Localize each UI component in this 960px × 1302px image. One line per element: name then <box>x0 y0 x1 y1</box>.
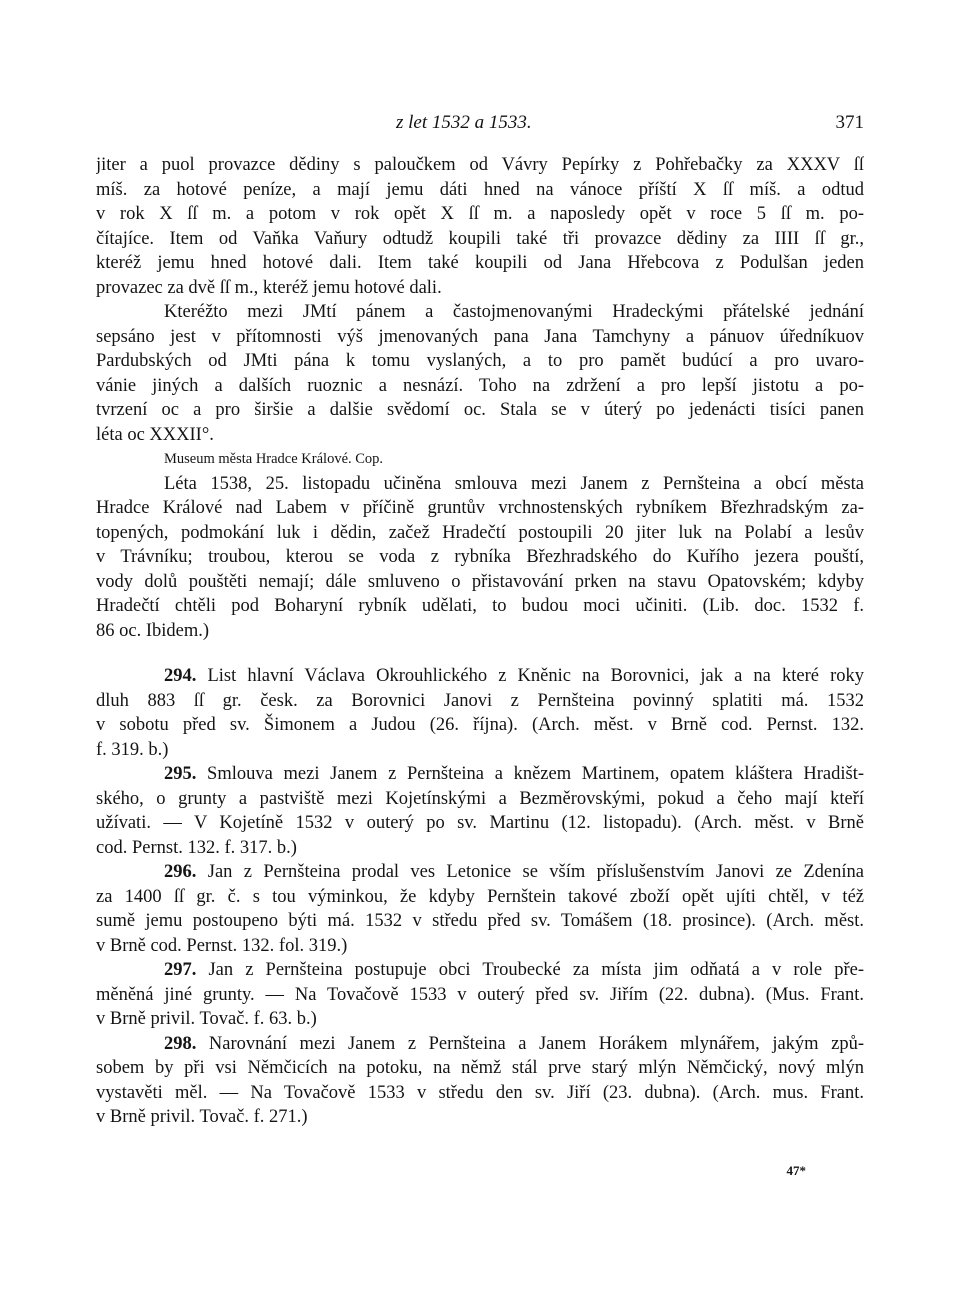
source-note <box>96 447 864 472</box>
page-number: 371 <box>835 112 864 133</box>
running-header <box>96 112 864 138</box>
text-line: Pardubských od JMti pána k tomu vyslaných, a to pro pamět budúcí a pro uvaro- <box>96 351 864 371</box>
text-line <box>96 958 864 983</box>
text-line: kteréž jemu hned hotové dali. Item také koupili od Jana Hřebcova z Podulšan jeden <box>96 253 864 273</box>
text-line: ského, o grunty a pastviště mezi Kojetínskými a Bezměrovskými, pokud a čeho mají kteří <box>96 788 864 809</box>
text-line: sepsáno jest v přítomnosti výš jmenovaných pana Jana Tamchyny a pánuov úředníkuov <box>96 326 864 347</box>
entry-number: 294. <box>164 666 197 686</box>
text-line: vystavěti měl. — Na Tovačově 1533 v středu den sv. Jiří (23. dubna). (Arch. mus. Frant. <box>96 1082 864 1103</box>
text-line: jiter a puol provazce dědiny s paloučkem od Vávry Pepírky z Pohřebačky za XXXV ſſ <box>96 155 864 175</box>
text-line: čítajíce. Item od Vaňka Vaňury odtudž koupili také tři provazce dědiny za IIII ſſ gr., <box>96 228 864 249</box>
source-line: Museum města Hradce Králové. Cop. <box>164 451 384 467</box>
text-line: v Brně privil. Tovač. f. 63. b.) <box>96 1009 317 1029</box>
text-line: cod. Pernst. 132. f. 317. b.) <box>96 837 297 858</box>
entry-number: 295. <box>164 764 197 784</box>
entry-number: 298. <box>164 1033 197 1054</box>
text-line: v Brně privil. Tovač. f. 271.) <box>96 1107 308 1127</box>
text-line: v rok X ſſ m. a potom v rok opět X ſſ m. a naposledy opět v roce 5 ſſ m. po- <box>96 204 864 224</box>
entry-296 <box>96 860 864 958</box>
text-line: v Brně cod. Pernst. 132. fol. 319.) <box>96 935 348 956</box>
text-line: Kteréžto mezi JMtí pánem a častojmenovanými Hradeckými přátelské jednání <box>164 302 864 322</box>
text-line: sumě jemu postoupeno býti má. 1532 v středu před sv. Tomášem (18. prosince). (Arch. měst. <box>96 911 864 931</box>
entry-number: 296. <box>164 862 197 882</box>
paragraph-continuation <box>96 153 864 300</box>
section-gap <box>96 643 864 664</box>
text-line <box>96 1032 864 1057</box>
paragraph-leta <box>96 472 864 644</box>
text-line <box>96 664 864 689</box>
text-line: míš. za hotové peníze, a mají jemu dáti hned na vánoce příští X ſſ míš. a odtud <box>96 179 864 200</box>
signature-mark: 47* <box>786 1163 806 1178</box>
paragraph-kterezto <box>96 300 864 447</box>
text-line: vánie jiných a dalších ruoznic a nesnází. Toho na zdržení a pro lepší jistotu a po- <box>96 375 864 396</box>
text-line: 86 oc. Ibidem.) <box>96 620 210 641</box>
entry-text: Smlouva mezi Janem z Pernšteina a knězem Martinem, opatem kláštera Hradišt- <box>196 764 864 784</box>
text-line: topených, podmokání luk i dědin, začež Hradečtí postoupili 20 jiter luk na Polabí a lesův <box>96 522 864 543</box>
entry-297 <box>96 958 864 1032</box>
text-line: tvrzení oc a pro širšie a dalšie svědomí oc. Stala se v úterý po jedenácti tisíci panen <box>96 400 864 420</box>
text-line: Hradečtí chtěli pod Boharyní rybník udělati, to budou moci učiniti. (Lib. doc. 1532 f. <box>96 596 864 616</box>
entry-text: Narovnání mezi Janem z Pernšteina a Janem Horákem mlynářem, jakým způ- <box>196 1033 864 1054</box>
entry-295 <box>96 762 864 860</box>
entry-text: Jan z Pernšteina prodal ves Letonice se vším příslušenstvím Janovi ze Zdenína <box>196 862 864 882</box>
text-line: léta oc XXXII°. <box>96 424 214 445</box>
text-line: sobem by při vsi Němčicích na potoku, na němž stál prve starý mlýn Němčický, nový mlýn <box>96 1058 864 1078</box>
text-line: v sobotu před sv. Šimonem a Judou (26. října). (Arch. měst. v Brně cod. Pernst. 132. <box>96 715 864 735</box>
text-line: Hradce Králové nad Labem v příčině gruntův vrchnostenských rybníkem Březhradským za- <box>96 498 864 518</box>
text-line <box>96 860 864 885</box>
entry-text: List hlavní Václava Okrouhlického z Kněnic na Borovnici, jak a na které roky <box>196 666 864 686</box>
text-line: provazec za dvě ſſ m., kteréž jemu hotové dali. <box>96 277 442 298</box>
entry-text: Jan z Pernšteina postupuje obci Troubecké za místa jim odňatá a v role pře- <box>196 960 864 980</box>
entry-number: 297. <box>164 960 197 980</box>
entry-298 <box>96 1032 864 1130</box>
text-line: za 1400 ſſ gr. č. s tou výminkou, že kdyby Pernštein takové zboží opět ujíti chtěl, v též <box>96 886 864 907</box>
text-line: měněná jiné grunty. — Na Tovačově 1533 v outerý před sv. Jiřím (22. dubna). (Mus. Frant. <box>96 984 864 1005</box>
text-line <box>96 762 864 787</box>
page-body <box>96 153 864 1130</box>
text-line: dluh 883 ſſ gr. česk. za Borovnici Janovi z Pernšteina povinný splatiti má. 1532 <box>96 690 864 711</box>
text-line: f. 319. b.) <box>96 739 169 760</box>
text-line: užívati. — V Kojetíně 1532 v outerý po sv. Martinu (12. listopadu). (Arch. měst. v Brně <box>96 813 864 833</box>
running-title: z let 1532 a 1533. <box>396 112 532 133</box>
text-line: v Trávníku; troubou, kterou se voda z rybníka Březhradského do Kuřího jezera pouští, <box>96 547 864 567</box>
text-line: Léta 1538, 25. listopadu učiněna smlouva mezi Janem z Pernšteina a obcí města <box>164 473 864 494</box>
entry-294 <box>96 664 864 762</box>
text-line: vody dolů pouštěti nemají; dále smluveno o přistavování prken na stavu Opatovském; kdyby <box>96 571 864 592</box>
